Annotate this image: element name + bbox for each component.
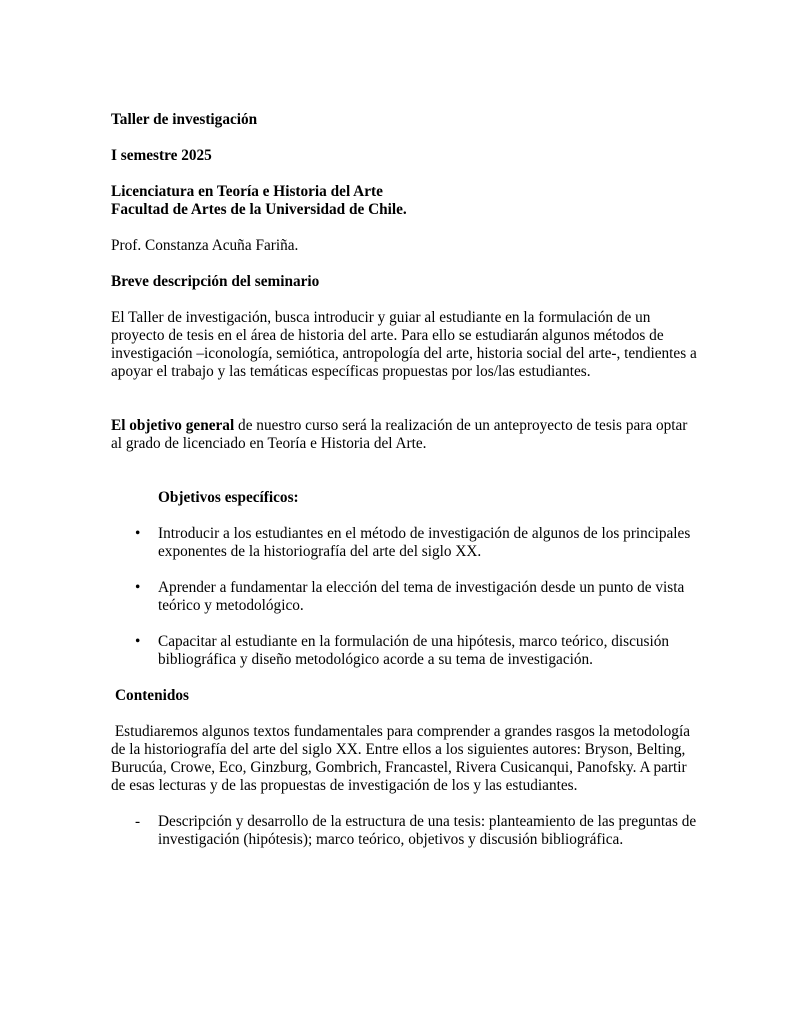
course-title: Taller de investigación <box>111 111 258 128</box>
contents-heading: Contenidos <box>115 687 189 704</box>
contents-intro-text: Estudiaremos algunos textos fundamentales para comprender a grandes rasgos la metodología de la historiografía del arte del siglo XX. Entre ellos a los siguientes autores: Bryson, Belting, Burucúa, Crowe, Eco, Ginzburg, Gombrich, Francastel, Rivera Cusicanqui, Panofsky. A partir de esas lecturas y de las propuestas de investigación de los y las estudiantes. <box>111 723 690 794</box>
general-objective <box>111 417 701 453</box>
document-page <box>111 111 701 867</box>
contents-intro <box>111 723 701 795</box>
description-heading: Breve descripción del seminario <box>111 273 320 290</box>
semester: I semestre 2025 <box>111 147 212 164</box>
list-item <box>111 813 701 849</box>
list-item <box>111 525 701 561</box>
specific-objectives-list <box>111 525 701 669</box>
description-paragraph: El Taller de investigación, busca introducir y guiar al estudiante en la formulación de un proyecto de tesis en el área de historia del arte. Para ello se estudiarán algunos métodos de investigación –iconología, semiótica, antropología del arte, historia social del arte-, tendientes a apoyar el trabajo y las temáticas específicas propuestas por los/las estudiantes. <box>111 309 697 380</box>
objective-text: Introducir a los estudiantes en el método de investigación de algunos de los principales exponentes de la historiografía del arte del siglo XX. <box>158 525 691 560</box>
bullet-icon: • <box>135 525 141 542</box>
dash-icon: - <box>135 813 141 830</box>
contents-list <box>111 813 701 849</box>
program-block <box>111 183 701 219</box>
contents-item-text: Descripción y desarrollo de la estructura de una tesis: planteamiento de las preguntas de investigación (hipótesis); marco teórico, objetivos y discusión bibliográfica. <box>158 813 697 848</box>
objective-text: Capacitar al estudiante en la formulación de una hipótesis, marco teórico, discusión bibliográfica y diseño metodológico acorde a su tema de investigación. <box>158 633 670 668</box>
specific-objectives-heading: Objetivos específicos: <box>158 489 299 506</box>
list-item <box>111 633 701 669</box>
list-item <box>111 579 701 615</box>
professor-name: Prof. Constanza Acuña Fariña. <box>111 237 299 254</box>
general-objective-label: El objetivo general <box>111 417 235 434</box>
general-objective-text: de nuestro curso será la realización de un anteproyecto de tesis para optar al grado de licenciado en Teoría e Historia del Arte. <box>111 417 688 452</box>
program-name: Licenciatura en Teoría e Historia del Arte <box>111 183 383 200</box>
objective-text: Aprender a fundamentar la elección del tema de investigación desde un punto de vista teórico y metodológico. <box>158 579 685 614</box>
bullet-icon: • <box>135 579 141 596</box>
bullet-icon: • <box>135 633 141 650</box>
faculty-name: Facultad de Artes de la Universidad de Chile. <box>111 201 407 218</box>
